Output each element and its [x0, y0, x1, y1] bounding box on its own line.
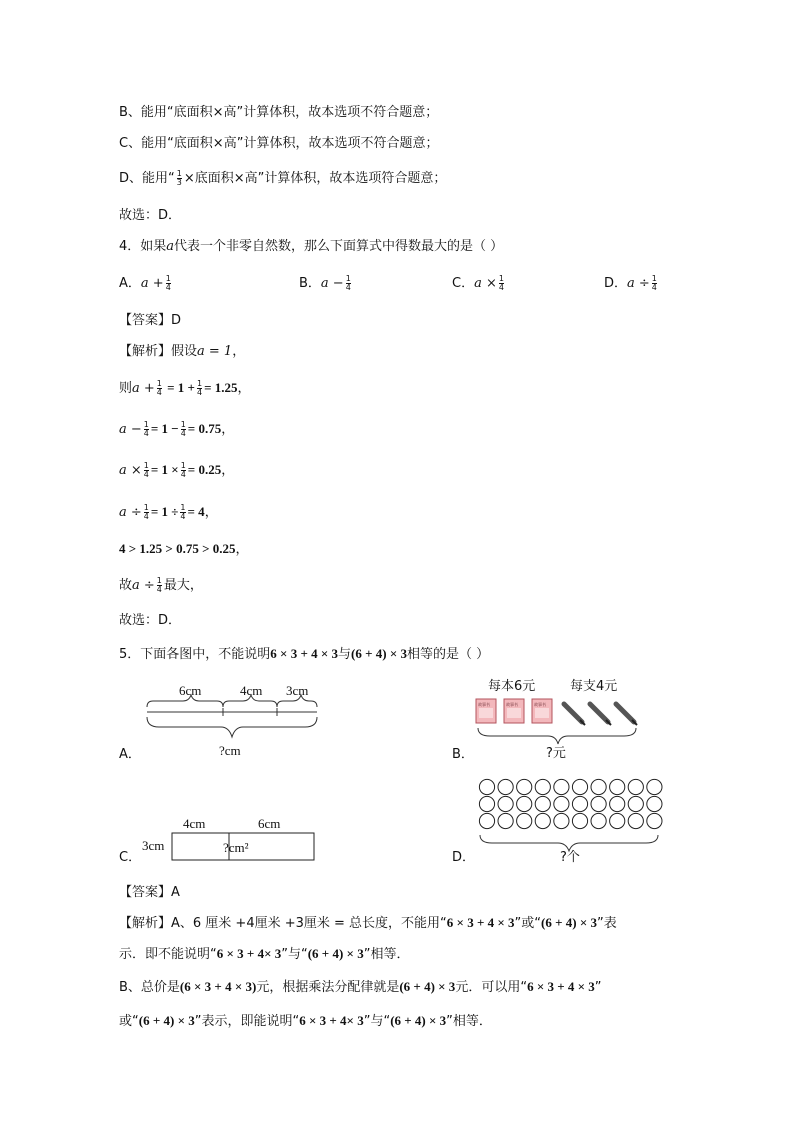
figure-a-total-label: ?cm — [219, 743, 241, 758]
circle — [647, 779, 662, 794]
figure-b-letter: B． — [452, 747, 474, 762]
q4-analysis-head: 【解析】假设a = 1， — [119, 344, 246, 359]
q4-stem: 4．如果a代表一个非零自然数，那么下面算式中得数最大的是（ ） — [119, 239, 504, 254]
circle — [610, 779, 625, 794]
circle — [628, 813, 643, 828]
book-icon — [532, 699, 552, 723]
figure-d-circle-grid — [476, 777, 666, 867]
q4-step-2: a − $\frac{1}{4}$ = 1 − $\frac{1}{4}$ = 0.75， — [119, 420, 235, 438]
figure-a-letter: A． — [119, 747, 141, 762]
q4-option-b: B．a − $\frac{1}{4}$ — [299, 274, 351, 292]
circle — [572, 796, 587, 811]
circle — [517, 779, 532, 794]
q5-stem: 5．下面各图中，不能说明6 × 3 + 4 × 3与(6 + 4) × 3相等的是（ ） — [119, 646, 490, 662]
circle — [554, 796, 569, 811]
circle — [535, 813, 550, 828]
svg-text:故事书: 故事书 — [506, 702, 518, 707]
circle — [591, 813, 606, 828]
circle — [572, 813, 587, 828]
circle — [610, 813, 625, 828]
book-icon — [504, 699, 524, 723]
brace-total — [480, 835, 658, 851]
pen-icon — [616, 704, 637, 725]
circle — [647, 813, 662, 828]
q4-max: 故a ÷ $\frac{1}{4}$ 最大， — [119, 576, 203, 594]
figure-c — [140, 812, 340, 876]
circle — [498, 779, 513, 794]
figure-b — [472, 672, 652, 768]
prev-conclusion: 故选：D． — [119, 208, 182, 223]
book-icon — [476, 699, 496, 723]
q5-analysis-b-line1: B、总价是(6 × 3 + 4 × 3)元，根据乘法分配律就是(6 + 4) × 3元．可以用“6 × 3 + 4 × 3” — [119, 979, 602, 995]
figure-b-diagram — [472, 672, 652, 764]
q4-step-3: a × $\frac{1}{4}$ = 1 × $\frac{1}{4}$ = 0.25， — [119, 461, 235, 479]
circle — [572, 779, 587, 794]
circle — [479, 796, 494, 811]
circle — [535, 779, 550, 794]
figure-b-total-label: ?元 — [546, 746, 566, 761]
circle — [498, 796, 513, 811]
circle — [591, 796, 606, 811]
circle — [628, 796, 643, 811]
figure-c-height-label: 3cm — [142, 838, 165, 853]
figure-d-letter: D． — [452, 850, 476, 865]
q4-compare: 4 > 1.25 > 0.75 > 0.25， — [119, 541, 249, 557]
explain-b: B、能用“底面积×高”计算体积，故本选项不符合题意； — [119, 105, 439, 120]
pen-icon — [564, 704, 585, 725]
q5-analysis-a-line1: 【解析】A、6 厘米 +4厘米 +3厘米 = 总长度，不能用“6 × 3 + 4 × 3”或“(6 + 4) × 3”表 — [119, 915, 617, 931]
brace-total — [478, 728, 636, 744]
figure-c-letter: C． — [119, 850, 142, 865]
figure-a — [119, 675, 349, 769]
figure-c-width1-label: 4cm — [183, 816, 206, 831]
figure-b-book-price: 每本6元 — [488, 679, 536, 694]
figure-a-diagram — [119, 675, 349, 765]
circle — [498, 813, 513, 828]
q5-analysis-a-line2: 示．即不能说明“6 × 3 + 4× 3”与“(6 + 4) × 3”相等． — [119, 946, 410, 962]
figure-a-seg1-label: 6cm — [179, 683, 202, 698]
circle — [591, 779, 606, 794]
figure-c-width2-label: 6cm — [258, 816, 281, 831]
q4-option-a: A．a + $\frac{1}{4}$ — [119, 274, 171, 292]
explain-d: D、能用“ $\frac{1}{3}$ ×底面积×高”计算体积，故本选项符合题意； — [119, 169, 447, 187]
circle — [517, 796, 532, 811]
q5-answer: 【答案】A — [119, 885, 180, 900]
q4-conclusion: 故选：D． — [119, 613, 182, 628]
circle — [554, 779, 569, 794]
q4-option-d: D．a ÷ $\frac{1}{4}$ — [604, 274, 657, 292]
circle — [628, 779, 643, 794]
circle — [610, 796, 625, 811]
q5-analysis-b-line2: 或“(6 + 4) × 3”表示，即能说明“6 × 3 + 4× 3”与“(6 + 4) × 3”相等． — [119, 1013, 492, 1029]
brace-seg2 — [223, 695, 277, 707]
q4-step-1: 则a + $\frac{1}{4}$ = 1 + $\frac{1}{4}$ = 1.25， — [119, 379, 251, 397]
q4-answer: 【答案】D — [119, 313, 182, 328]
explain-c: C、能用“底面积×高”计算体积，故本选项不符合题意； — [119, 136, 439, 151]
q4-step-4: a ÷ $\frac{1}{4}$ = 1 ÷ $\frac{1}{4}$ = 4， — [119, 503, 218, 521]
svg-text:故事书: 故事书 — [534, 702, 546, 707]
figure-a-seg3-label: 3cm — [286, 683, 309, 698]
circle — [647, 796, 662, 811]
figure-c-area-label: ?cm² — [223, 840, 249, 855]
circle — [479, 813, 494, 828]
figure-a-seg2-label: 4cm — [240, 683, 263, 698]
fraction: $\frac{1}{3}$ — [176, 169, 182, 187]
circle — [554, 813, 569, 828]
figure-c-diagram — [140, 812, 340, 872]
figure-d-total-label: ?个 — [560, 850, 580, 865]
circle — [479, 779, 494, 794]
circle — [535, 796, 550, 811]
pen-icon — [590, 704, 611, 725]
figure-b-pen-price: 每支4元 — [570, 679, 618, 694]
figure-d — [476, 777, 666, 871]
circle — [517, 813, 532, 828]
brace-total — [147, 717, 317, 737]
q4-option-c: C．a × $\frac{1}{4}$ — [452, 274, 504, 292]
svg-text:故事书: 故事书 — [478, 702, 490, 707]
